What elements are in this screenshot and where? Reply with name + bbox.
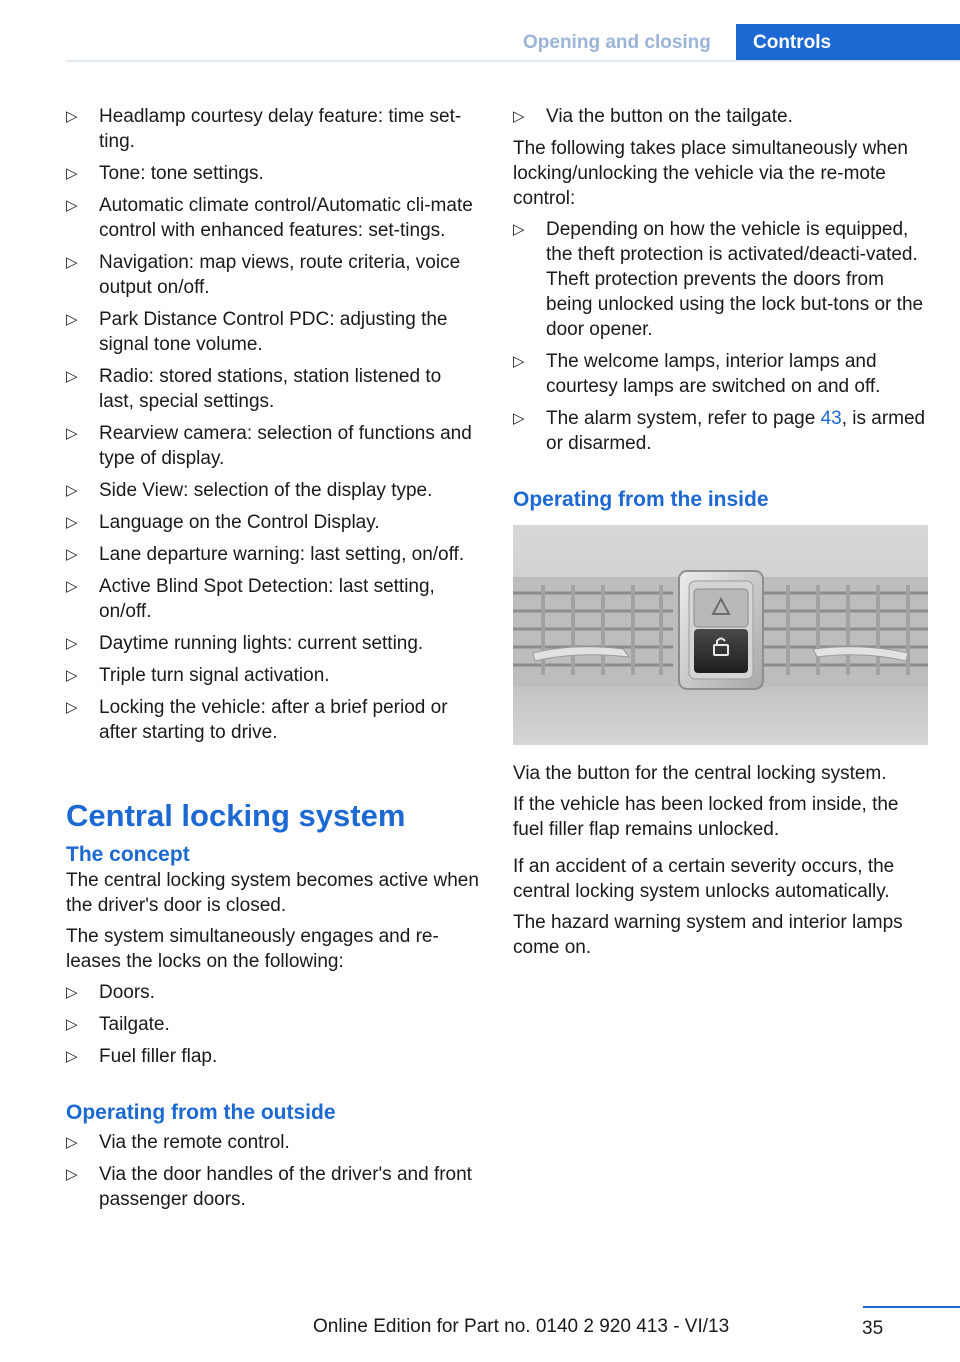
- outside-heading: Operating from the outside: [66, 1101, 336, 1124]
- right-column: [513, 104, 928, 966]
- header-rule: [66, 60, 960, 62]
- footer-edition: Online Edition for Part no. 0140 2 920 413 - VI/13: [313, 1316, 730, 1337]
- bullet-triangle-icon: ▷: [66, 546, 78, 563]
- bullet-triangle-icon: ▷: [66, 667, 78, 684]
- bullet-triangle-icon: ▷: [66, 482, 78, 499]
- list-item: ▷ Lane departure warning: last setting, on/off.: [66, 544, 465, 565]
- header-chapter-tab[interactable]: Controls: [736, 24, 960, 62]
- page-number: 35: [862, 1318, 884, 1339]
- bullet-triangle-icon: ▷: [513, 108, 525, 125]
- concept-heading: The concept: [66, 843, 190, 866]
- concept-paragraph-2: The system simultaneously engages and re‐leases the locks on the following:: [66, 926, 439, 972]
- bullet-triangle-icon: ▷: [66, 311, 78, 328]
- page-reference-link[interactable]: 43: [820, 408, 842, 429]
- list-item: ▷ The welcome lamps, interior lamps and courtesy lamps are switched on and off.: [513, 351, 881, 397]
- bullet-triangle-icon: ▷: [66, 108, 78, 125]
- bullet-triangle-icon: ▷: [66, 1166, 78, 1183]
- list-item: ▷ Via the remote control.: [66, 1132, 290, 1153]
- bullet-triangle-icon: ▷: [513, 353, 525, 370]
- list-item: ▷ Tone: tone settings.: [66, 163, 264, 184]
- bullet-triangle-icon: ▷: [66, 425, 78, 442]
- outside-list: [66, 1130, 480, 1212]
- list-item: ▷ Via the button on the tailgate.: [513, 106, 793, 127]
- bullet-triangle-icon: ▷: [66, 368, 78, 385]
- central-locking-button-image: [513, 525, 928, 745]
- central-locking-button-illustration: [513, 525, 928, 745]
- inside-heading: Operating from the inside: [513, 488, 769, 511]
- list-item: ▷ Depending on how the vehicle is equipped, the theft protection is activated/deacti‐vated. Theft protection prevents the doors from being unlocked using the lock but‐tons or the door opener.: [513, 219, 924, 340]
- inside-paragraph-2: If the vehicle has been locked from inside, the fuel filler flap remains unlocked.: [513, 794, 899, 840]
- list-item: ▷ Radio: stored stations, station listened to last, special settings.: [66, 366, 442, 412]
- list-item: ▷ Rearview camera: selection of functions and type of display.: [66, 423, 472, 469]
- left-column: [66, 104, 480, 1219]
- list-item: ▷ Locking the vehicle: after a brief period or after starting to drive.: [66, 697, 448, 743]
- list-item: ▷ Navigation: map views, route criteria, voice output on/off.: [66, 252, 461, 298]
- list-item: ▷ Park Distance Control PDC: adjusting the signal tone volume.: [66, 309, 448, 355]
- simultaneous-list: [513, 217, 928, 456]
- list-item: ▷ Doors.: [66, 982, 155, 1003]
- list-item: ▷ Triple turn signal activation.: [66, 665, 330, 686]
- list-item: ▷ The alarm system, refer to page 43, is armed or disarmed.: [513, 408, 926, 454]
- list-item: ▷ Headlamp courtesy delay feature: time set‐ting.: [66, 106, 462, 152]
- simultaneous-paragraph: The following takes place simultaneously when locking/unlocking the vehicle via the re‐mote control:: [513, 138, 908, 209]
- inside-paragraph-1: Via the button for the central locking system.: [513, 763, 887, 784]
- bullet-triangle-icon: ▷: [66, 514, 78, 531]
- bullet-triangle-icon: ▷: [66, 254, 78, 271]
- list-item: ▷ Active Blind Spot Detection: last setting, on/off.: [66, 576, 435, 622]
- list-item: ▷ Side View: selection of the display type.: [66, 480, 433, 501]
- list-item: ▷ Language on the Control Display.: [66, 512, 380, 533]
- list-item: ▷ Via the door handles of the driver's and front passenger doors.: [66, 1164, 472, 1210]
- inside-paragraph-4: The hazard warning system and interior lamps come on.: [513, 912, 903, 958]
- footer-rule: [863, 1306, 960, 1308]
- list-item: ▷ Daytime running lights: current setting.: [66, 633, 424, 654]
- bullet-triangle-icon: ▷: [66, 165, 78, 182]
- bullet-triangle-icon: ▷: [66, 1048, 78, 1065]
- bullet-triangle-icon: ▷: [66, 1016, 78, 1033]
- list-item: ▷ Automatic climate control/Automatic cli‐mate control with enhanced features: set‐tings.: [66, 195, 473, 241]
- bullet-triangle-icon: ▷: [66, 635, 78, 652]
- chapter-title: Central locking system: [66, 798, 406, 833]
- bullet-triangle-icon: ▷: [513, 221, 525, 238]
- bullet-triangle-icon: ▷: [66, 984, 78, 1001]
- concept-paragraph-1: The central locking system becomes active when the driver's door is closed.: [66, 870, 479, 916]
- list-item: ▷ Fuel filler flap.: [66, 1046, 218, 1067]
- list-item: ▷ Tailgate.: [66, 1014, 170, 1035]
- locks-list: [66, 980, 480, 1069]
- inside-paragraph-3: If an accident of a certain severity occurs, the central locking system unlocks automatically.: [513, 856, 895, 902]
- bullet-triangle-icon: ▷: [513, 410, 525, 427]
- bullet-triangle-icon: ▷: [66, 578, 78, 595]
- bullet-triangle-icon: ▷: [66, 197, 78, 214]
- settings-list: [66, 104, 480, 745]
- bullet-triangle-icon: ▷: [66, 699, 78, 716]
- header-section-tab[interactable]: Opening and closing: [523, 32, 711, 53]
- bullet-triangle-icon: ▷: [66, 1134, 78, 1151]
- tailgate-list: [513, 104, 928, 129]
